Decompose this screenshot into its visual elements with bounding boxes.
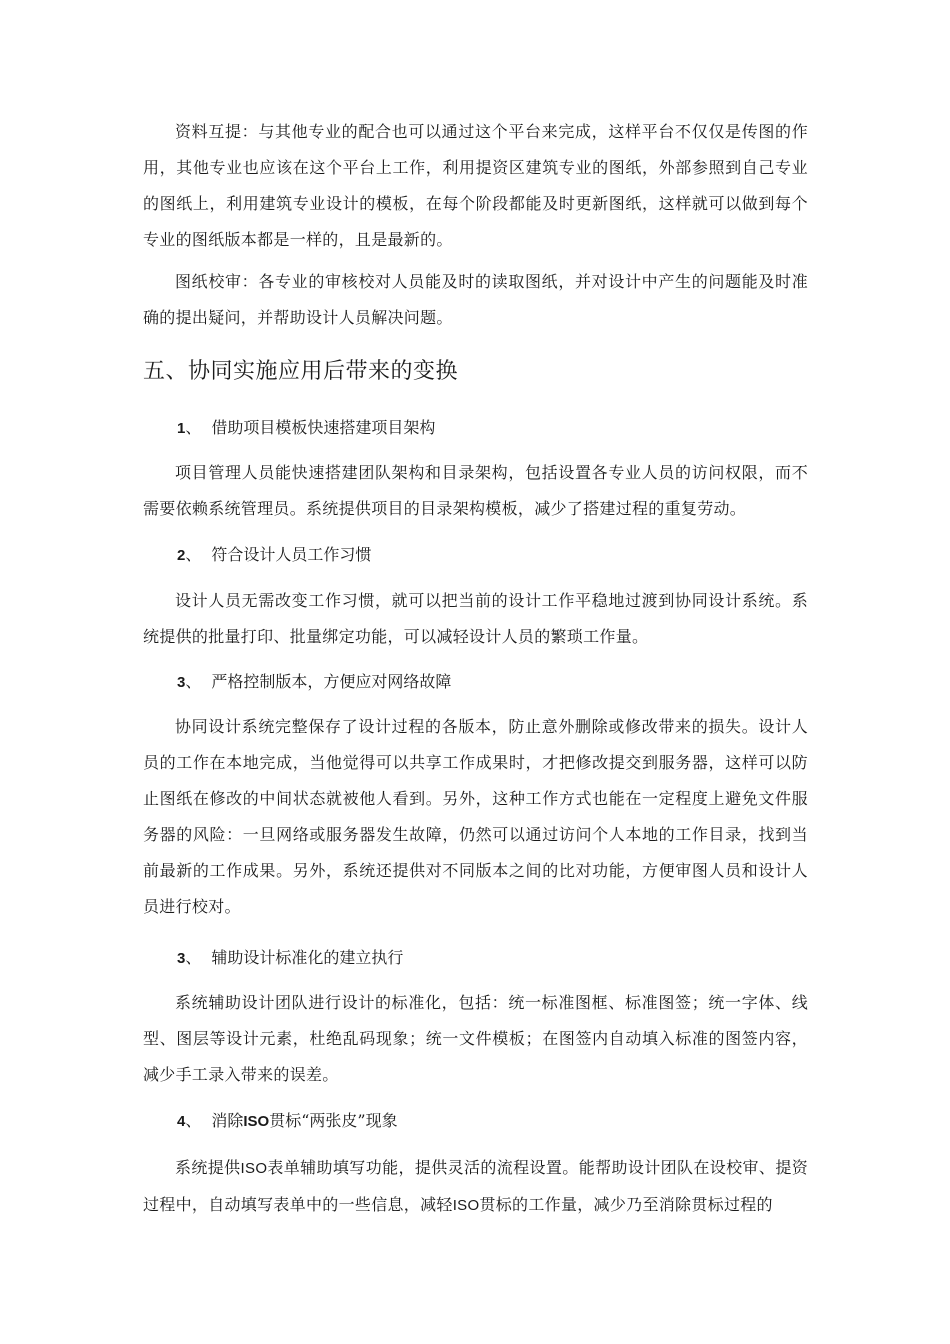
paragraph-text [143,1150,808,1224]
section-heading [143,357,808,387]
subheading-title-a: 消除 [211,1111,244,1130]
paragraph-drawing-review [143,264,808,336]
subheading-separator: 、 [185,418,202,437]
paragraph-work-habits [143,583,808,655]
subheading-number: 1 [177,420,186,437]
paragraph-text: 资料互提：与其他专业的配合也可以通过这个平台来完成，这样平台不仅仅是传图的作用，其他专业也应该在这个平台上工作，利用提资区建筑专业的图纸，外部参照到自己专业的图纸上，利用建筑专业设计的模板，在每个阶段都能及时更新图纸，这样就可以做到每个专业的图纸版本都是一样的，且是最新的。 [143,122,808,249]
paragraph-text: 项目管理人员能快速搭建团队架构和目录架构，包括设置各专业人员的访问权限，而不需要依赖系统管理员。系统提供项目的目录架构模板，减少了搭建过程的重复劳动。 [143,463,808,518]
paragraph-version-control [143,709,808,925]
section-title: 五、协同实施应用后带来的变换 [143,359,459,384]
subheading-title: 符合设计人员工作习惯 [211,545,372,564]
paragraph-text-a: 系统提供 [175,1158,241,1177]
subheading-title-iso: ISO [243,1113,270,1130]
subheading-number: 2 [177,547,186,564]
subheading-number: 3 [177,674,186,691]
subheading-3 [143,668,808,697]
paragraph-text: 图纸校审：各专业的审核校对人员能及时的读取图纸，并对设计中产生的问题能及时准确的提出疑问，并帮助设计人员解决问题。 [143,272,808,327]
subheading-title: 借助项目模板快速搭建项目架构 [211,418,436,437]
paragraph-data-exchange [143,114,808,258]
subheading-separator: 、 [185,1111,202,1130]
paragraph-text-e: 贯标的工作量，减少乃至消除贯标过程的 [479,1195,773,1214]
subheading-title: 辅助设计标准化的建立执行 [211,948,404,967]
subheading-separator: 、 [185,948,202,967]
subheading-4 [143,944,808,973]
subheading-separator: 、 [185,545,202,564]
paragraph-text: 系统辅助设计团队进行设计的标准化，包括：统一标准图框、标准图签；统一字体、线型、图层等设计元素，杜绝乱码现象；统一文件模板；在图签内自动填入标准的图签内容，减少手工录入带来的误差。 [143,993,808,1084]
subheading-5 [143,1107,808,1136]
subheading-number: 3 [177,950,186,967]
subheading-number: 4 [177,1113,186,1130]
paragraph-iso [143,1150,808,1224]
paragraph-project-template [143,455,808,527]
paragraph-text-iso-1: ISO [240,1160,268,1177]
subheading-title: 严格控制版本，方便应对网络故障 [211,672,452,691]
paragraph-text: 设计人员无需改变工作习惯，就可以把当前的设计工作平稳地过渡到协同设计系统。系统提供的批量打印、批量绑定功能，可以减轻设计人员的繁琐工作量。 [143,591,808,646]
subheading-1 [143,414,808,443]
subheading-separator: 、 [185,672,202,691]
subheading-2 [143,541,808,570]
paragraph-text-c: 表单辅助填写功能，提供灵活的流程设置。能帮助设计团队在设校审、提资过程中，自动填写表单中的一些信息，减轻 [143,1158,808,1214]
paragraph-text: 协同设计系统完整保存了设计过程的各版本，防止意外删除或修改带来的损失。设计人员的工作在本地完成，当他觉得可以共享工作成果时，才把修改提交到服务器，这样可以防止图纸在修改的中间状态就被他人看到。另外，这种工作方式也能在一定程度上避免文件服务器的风险：一旦网络或服务器发生故障，仍然可以通过访问个人本地的工作目录，找到当前最新的工作成果。另外，系统还提供对不同版本之间的比对功能，方便审图人员和设计人员进行校对。 [143,717,808,916]
subheading-title-c: 贯标“两张皮”现象 [269,1111,398,1130]
paragraph-standardization [143,985,808,1093]
paragraph-text-iso-2: ISO [452,1197,480,1214]
